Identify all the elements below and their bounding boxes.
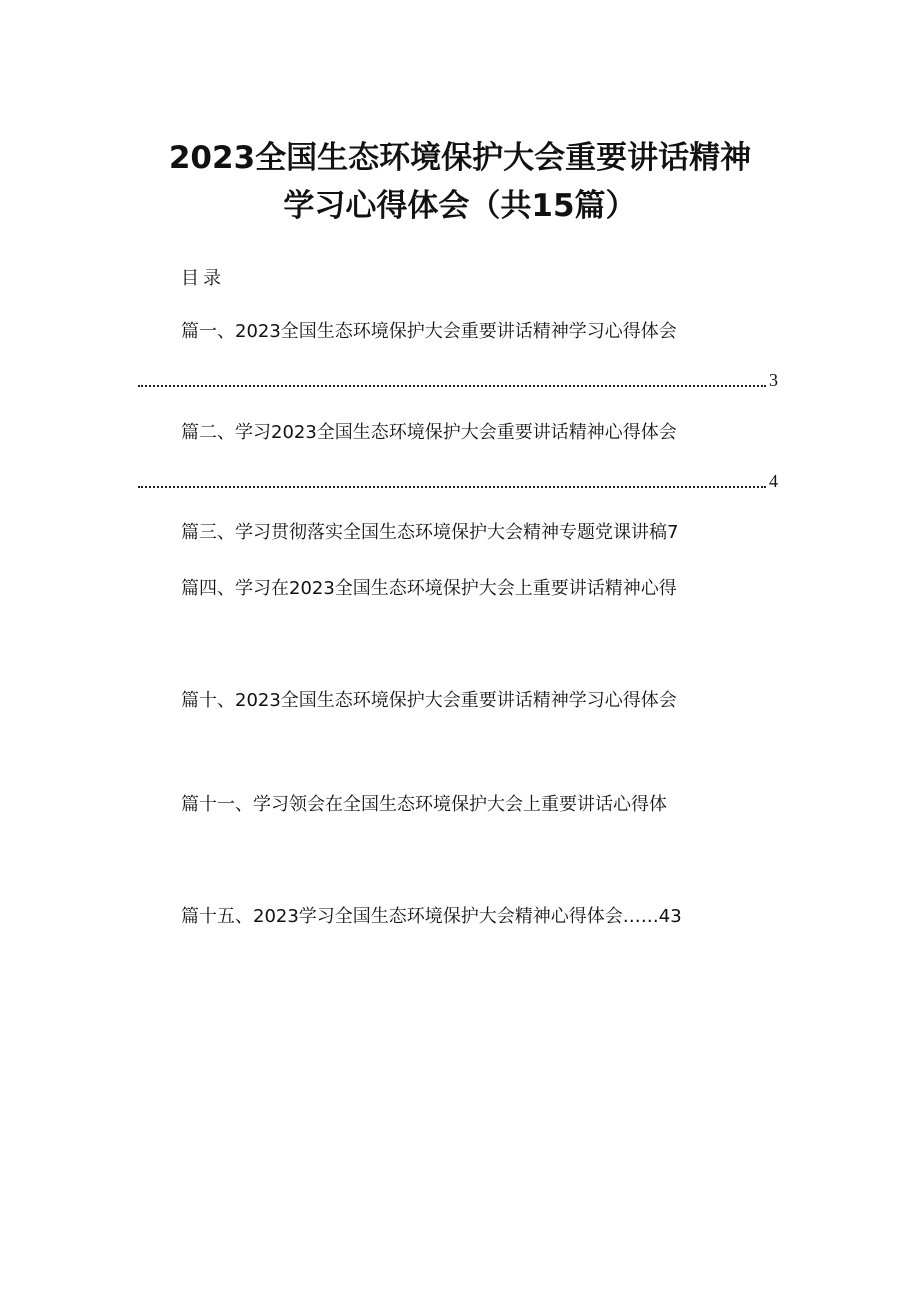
dot-leader — [138, 486, 766, 488]
toc-entry-2-page: 4 — [769, 471, 778, 491]
toc-entry-3[interactable]: 篇三、学习贯彻落实全国生态环境保护大会精神专题党课讲稿7 — [181, 522, 679, 543]
toc-entry-1[interactable]: 篇一、2023全国生态环境保护大会重要讲话精神学习心得体会 — [181, 321, 677, 342]
toc-heading: 目录 — [181, 268, 225, 289]
document-title-line-2: 学习心得体会（共15篇） — [283, 188, 637, 224]
toc-entry-15[interactable]: 篇十五、2023学习全国生态环境保护大会精神心得体会……43 — [181, 906, 682, 927]
toc-entry-4[interactable]: 篇四、学习在2023全国生态环境保护大会上重要讲话精神心得 — [181, 578, 677, 599]
toc-entry-1-page: 3 — [769, 370, 778, 390]
dot-leader — [138, 385, 766, 387]
toc-entry-1-leader — [138, 367, 778, 393]
toc-entry-10[interactable]: 篇十、2023全国生态环境保护大会重要讲话精神学习心得体会 — [181, 690, 677, 711]
document-title-line-1: 2023全国生态环境保护大会重要讲话精神 — [168, 140, 752, 176]
toc-entry-2-leader — [138, 468, 778, 494]
toc-entry-11[interactable]: 篇十一、学习领会在全国生态环境保护大会上重要讲话心得体 — [181, 794, 667, 815]
toc-entry-2[interactable]: 篇二、学习2023全国生态环境保护大会重要讲话精神心得体会 — [181, 422, 677, 443]
